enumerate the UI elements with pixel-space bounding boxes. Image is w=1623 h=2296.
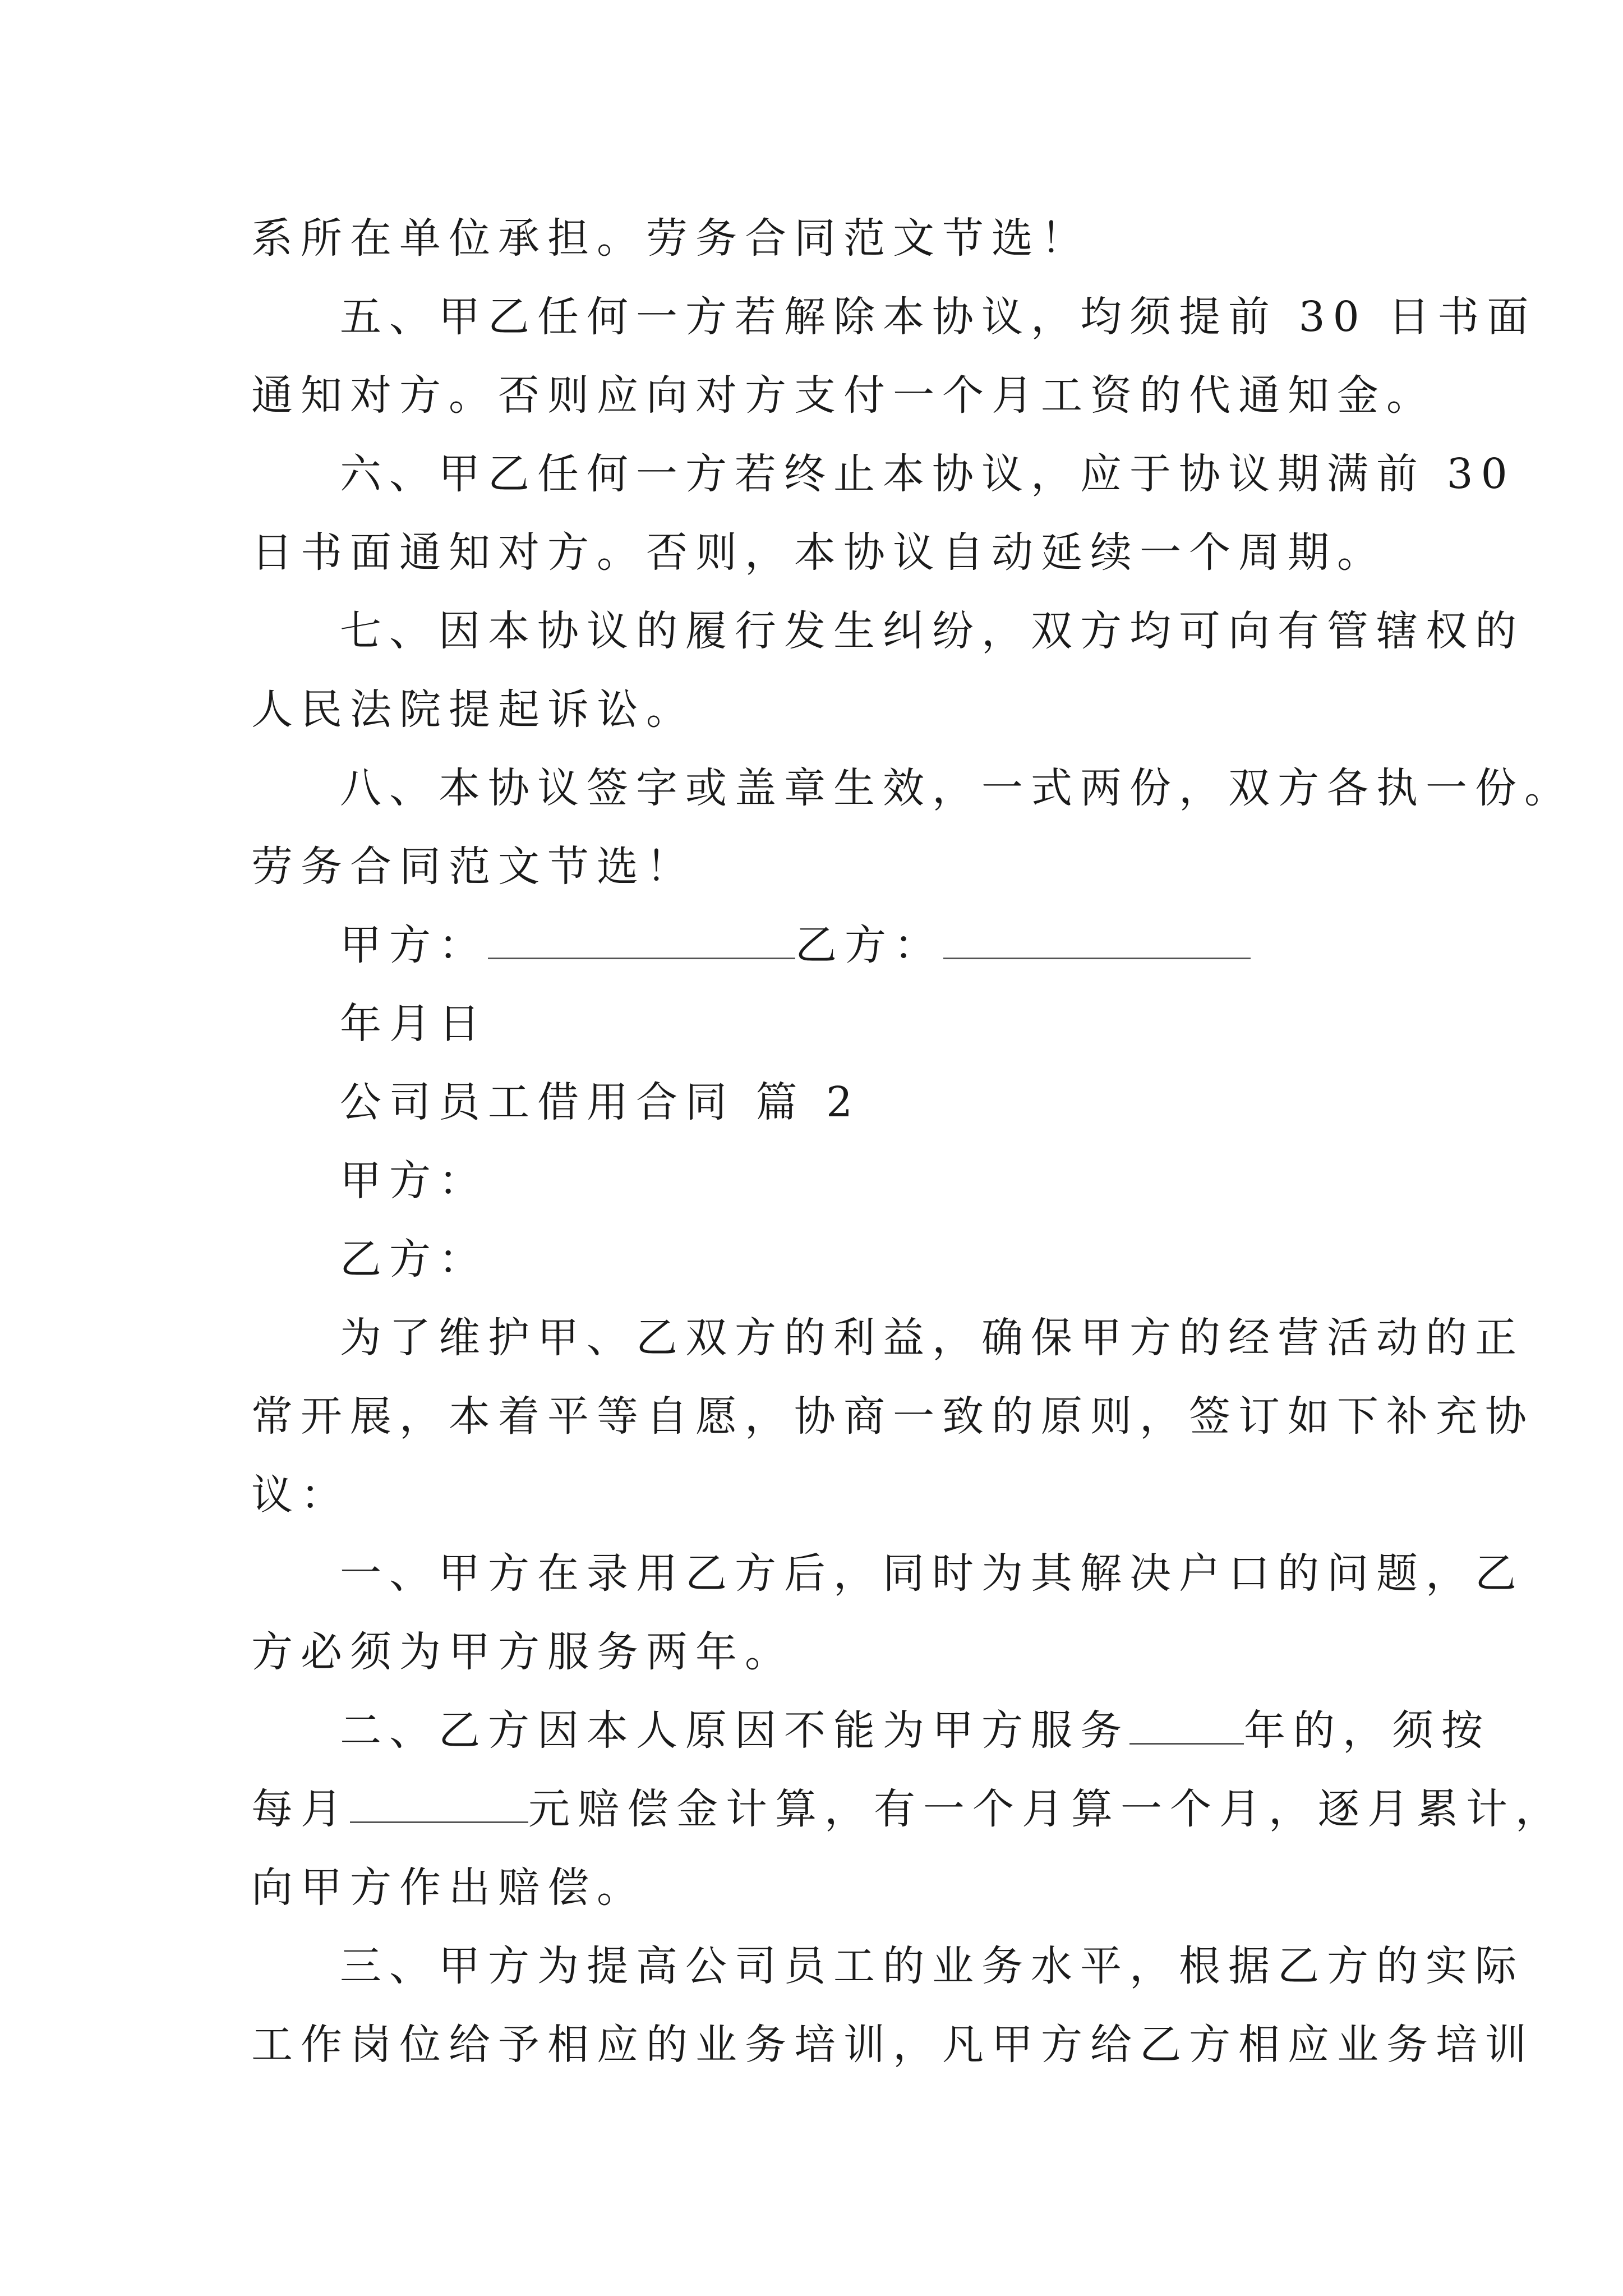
clause-6-line-2: 日书面通知对方。否则，本协议自动延续一个周期。 bbox=[251, 528, 1386, 577]
clause-8-line-1: 八、本协议签字或盖章生效，一式两份，双方各执一份。 bbox=[340, 764, 1574, 812]
clause-2-compensation-text: 元赔偿金计算，有一个月算一个月，逐月累计， bbox=[528, 1785, 1565, 1833]
section-title: 公司员工借用合同 篇 2 bbox=[340, 1078, 861, 1126]
text-line: 系所在单位承担。劳务合同范文节选！ bbox=[251, 214, 1090, 263]
clause-2-text-post: 年的，须按 bbox=[1244, 1706, 1491, 1755]
signature-party-a-blank bbox=[488, 918, 795, 959]
signature-line bbox=[251, 906, 1384, 984]
document-page bbox=[251, 199, 1574, 2084]
intro-line-2: 常开展，本着平等自愿，协商一致的原则，签订如下补充协 bbox=[251, 1392, 1534, 1441]
clause-2-text-pre: 二、乙方因本人原因不能为甲方服务 bbox=[340, 1706, 1129, 1755]
clause-5-line-1: 五、甲乙任何一方若解除本协议，均须提前 30 日书面 bbox=[340, 293, 1537, 341]
clause-5-line-2: 通知对方。否则应向对方支付一个月工资的代通知金。 bbox=[251, 371, 1436, 420]
clause-1-line-1: 一、甲方在录用乙方后，同时为其解决户口的问题，乙 bbox=[340, 1549, 1524, 1598]
service-years-blank bbox=[1129, 1704, 1244, 1745]
clause-7-line-2: 人民法院提起诉讼。 bbox=[251, 685, 695, 734]
clause-2-line-1 bbox=[251, 1691, 1491, 1770]
clause-6-line-1: 六、甲乙任何一方若终止本协议，应于协议期满前 30 bbox=[340, 450, 1515, 498]
clause-1-line-2: 方必须为甲方服务两年。 bbox=[251, 1628, 794, 1676]
signature-party-a-label: 甲方： bbox=[340, 921, 488, 969]
monthly-label: 每月 bbox=[251, 1785, 350, 1833]
date-line: 年月日 bbox=[340, 1000, 488, 1048]
intro-line-3: 议： bbox=[251, 1471, 350, 1519]
signature-party-b-blank bbox=[943, 918, 1251, 959]
clause-2-line-3: 向甲方作出赔偿。 bbox=[251, 1864, 646, 1912]
clause-2-line-2 bbox=[251, 1770, 1565, 1848]
compensation-amount-blank bbox=[350, 1782, 528, 1823]
clause-3-line-1: 三、甲方为提高公司员工的业务水平，根据乙方的实际 bbox=[340, 1942, 1524, 1990]
intro-line-1: 为了维护甲、乙双方的利益，确保甲方的经营活动的正 bbox=[340, 1314, 1524, 1362]
clause-8-line-2: 劳务合同范文节选！ bbox=[251, 843, 695, 891]
party-b-label: 乙方： bbox=[340, 1235, 488, 1283]
clause-3-line-2: 工作岗位给予相应的业务培训，凡甲方给乙方相应业务培训 bbox=[251, 2021, 1534, 2069]
party-a-label: 甲方： bbox=[340, 1157, 488, 1205]
clause-7-line-1: 七、因本协议的履行发生纠纷，双方均可向有管辖权的 bbox=[340, 607, 1524, 655]
signature-party-b-label: 乙方： bbox=[795, 921, 943, 969]
